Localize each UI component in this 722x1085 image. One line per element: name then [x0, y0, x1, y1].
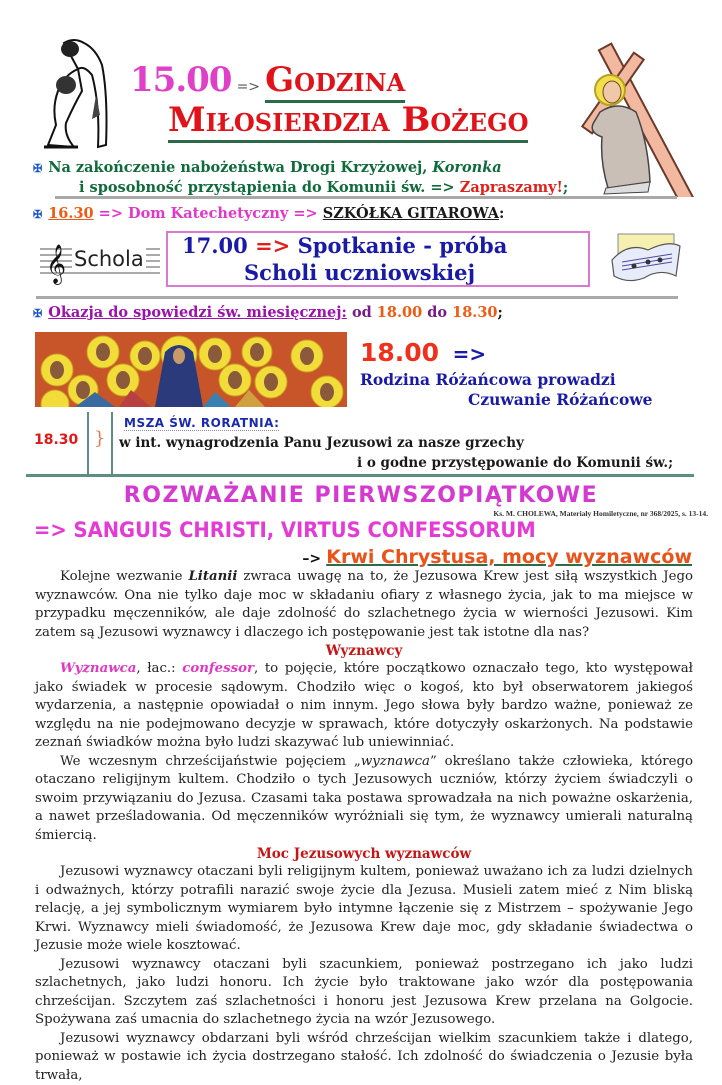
zapraszamy-label: Zapraszamy!: [460, 179, 563, 196]
subheading-wyznawcy: Wyznawcy: [35, 642, 693, 660]
announcement-2: ✠ 16.30 => Dom Katechetyczny => SZKÓŁKA GITAROWA:: [33, 205, 504, 222]
title-line-1: [130, 60, 405, 100]
schola-arrow: =>: [255, 233, 290, 258]
schola-box: [166, 231, 590, 287]
mass-vline-1: [87, 412, 89, 474]
article-heading: ROZWAŻANIE PIERWSZOPIĄTKOWE: [0, 483, 722, 508]
mass-time: 18.30: [34, 432, 78, 448]
schola-line-1: 17.00 => Spotkanie - próba: [182, 233, 507, 259]
pentecost-image: [35, 332, 347, 407]
title-godzina: Godzina: [265, 60, 405, 103]
schola-time: 17.00: [182, 233, 248, 258]
latin-title: => SANGUIS CHRISTI, VIRTUS CONFESSORUM: [34, 518, 536, 542]
mass-title: MSZA ŚW. RORATNIA:: [124, 416, 279, 431]
subheading-moc: Moc Jezusowych wyznawców: [35, 845, 693, 863]
guitar-time: 16.30: [48, 205, 93, 222]
guitar-school-label: SZKÓŁKA GITAROWA: [323, 205, 499, 222]
rosary-line-2: Czuwanie Różańcowe: [468, 390, 653, 409]
svg-text:𝄞: 𝄞: [46, 244, 66, 285]
litanii-term: Litanii: [188, 569, 237, 584]
cross-bullet-icon: ✠: [33, 162, 42, 175]
polish-title-arrow: –>: [302, 551, 321, 567]
announcement-1-line-2: i sposobność przystąpienia do Komunii św. => Zapraszamy!;: [33, 178, 568, 197]
schola-logo: [40, 237, 160, 287]
announcement-3: ✠ Okazja do spowiedzi św. miesięcznej: od 18.00 do 18.30;: [33, 304, 503, 321]
paragraph-6: Jezusowi wyznawcy obdarzani byli wśród chrześcijan wielkim szacunkiem także i dlatego, ponieważ w postawie ich życia dostrzegano stałość. Ich zdolność do świadczenia o Jezusie była trwała,: [35, 1030, 693, 1085]
paragraph-1: Kolejne wezwanie Litanii zwraca uwagę na to, że Jezusowa Krew jest siłą wszystkich Jego wyznawców. Ona nie tylko daje moc w składaniu ofiary z własnego życia, jak to ma miejsce w przypadku męczenników, ale daje zdolność do szlachetnego życia w wierności Jezusowi. Kim zatem są Jezusowi wyznawcy i dlaczego ich postępowanie jest tak istotne dla nas?: [35, 568, 693, 642]
title-line-2: [168, 103, 528, 137]
rosary-time: 18.00: [360, 338, 439, 367]
schola-line-2: Scholi uczniowskiej: [244, 260, 475, 286]
paragraph-2: Wyznawca, łac.: confessor, to pojęcie, które początkowo oznaczało tego, kto występował jako świadek w procesie sądowym. Chodziło więc o kogoś, kto był obserwatorem jakiegoś wydarzenia, a następnie opowiadał o nim innym. Jego słowa były bardzo ważne, ponieważ ze względu na nie podejmowano decyzje w sprawach, które dotyczyły oskarżonych. Na podstawie zeznań świadków można było ludzi skazywać lub uniewinniać.: [35, 660, 693, 753]
announcement-1: [33, 158, 568, 197]
rosary-arrow: =>: [453, 342, 487, 366]
polish-title: [302, 546, 692, 568]
confession-from-time: 18.00: [377, 304, 422, 321]
announcement-1-line-1: ✠ Na zakończenie nabożeństwa Drogi Krzyżowej, Koronka: [33, 158, 568, 178]
confessor-term: confessor: [182, 661, 254, 676]
koronka-label: Koronka: [432, 159, 501, 176]
cross-bullet-icon: ✠: [33, 208, 42, 221]
divider-1: [55, 196, 677, 199]
mass-line-1: w int. wynagrodzenia Panu Jezusowi za nasze grzechy: [119, 435, 524, 451]
polish-title-text: Krwi Chrystusa, mocy wyznawców: [326, 546, 692, 568]
divider-3: [26, 474, 694, 477]
rosary-line-1: Rodzina Różańcowa prowadzi: [360, 370, 616, 389]
paragraph-5: Jezusowi wyznawcy otaczani byli szacunkiem, ponieważ postrzegano ich jako ludzi szlachetnych, jako ludzi honoru. Ich życie było traktowane jako wzór dla postępowania chrześcijan. Szczytem zaś szlachetności i honoru jest Jezusowa Krew przelana na Golgocie. Spożywana zaś umacnia do szlachetnego życia na wzór Jezusowego.: [35, 956, 693, 1030]
sheet-music-icon: [608, 232, 684, 286]
pieta-image: [34, 35, 114, 155]
wyznawca-term: Wyznawca: [60, 661, 136, 676]
schola-logo-text: Schola: [72, 246, 146, 272]
confession-to-time: 18.30: [452, 304, 497, 321]
article-body: [35, 568, 693, 1085]
mass-vline-2: [111, 412, 113, 474]
paragraph-4: Jezusowi wyznawcy otaczani byli religijnym kultem, ponieważ uważano ich za ludzi dzielnych i odważnych, którzy potrafili narazić swoje życie dla Jezusa. Musieli zatem mieć z Nim bliską relację, a jej symbolicznym wymiarem było intymne łączenie się z Mistrzem – spożywanie Jego Krwi. Wyznawcy mieli świadomość, że Jezusowa Krew daje moc, gdy składanie świadectwa o Jezusie może wiele kosztować.: [35, 863, 693, 956]
title-arrow: =>: [237, 79, 260, 95]
paragraph-3: We wczesnym chrześcijaństwie pojęciem „wyznawca” określano także człowieka, którego otaczano religijnym kultem. Chodziło o tych Jezusowych uczniów, którzy życiem świadczyli o swoim przywiązaniu do Jezusa. Czasami taka postawa sprowadzała na nich poważne oskarżenia, a nawet prześladowania. Od męczenników wyróżniali się tym, że wyznawcy umierali naturalną śmiercią.: [35, 753, 693, 846]
mass-brace: }: [94, 428, 105, 449]
title-milosierdzia: Miłosierdzia Bożego: [168, 100, 528, 143]
title-time: 15.00: [130, 60, 231, 100]
jesus-cross-image: [578, 42, 708, 197]
rosary-time-line: [360, 338, 486, 367]
divider-2: [36, 296, 678, 299]
article-source: Ks. M. CHOLEWA, Materiały Homiletyczne, nr 368/2025, s. 13-14.: [493, 509, 708, 518]
cross-bullet-icon: ✠: [33, 307, 42, 320]
mass-line-2: i o godne przystępowanie do Komunii św.;: [357, 455, 673, 471]
confession-label: Okazja do spowiedzi św. miesięcznej:: [48, 304, 347, 321]
